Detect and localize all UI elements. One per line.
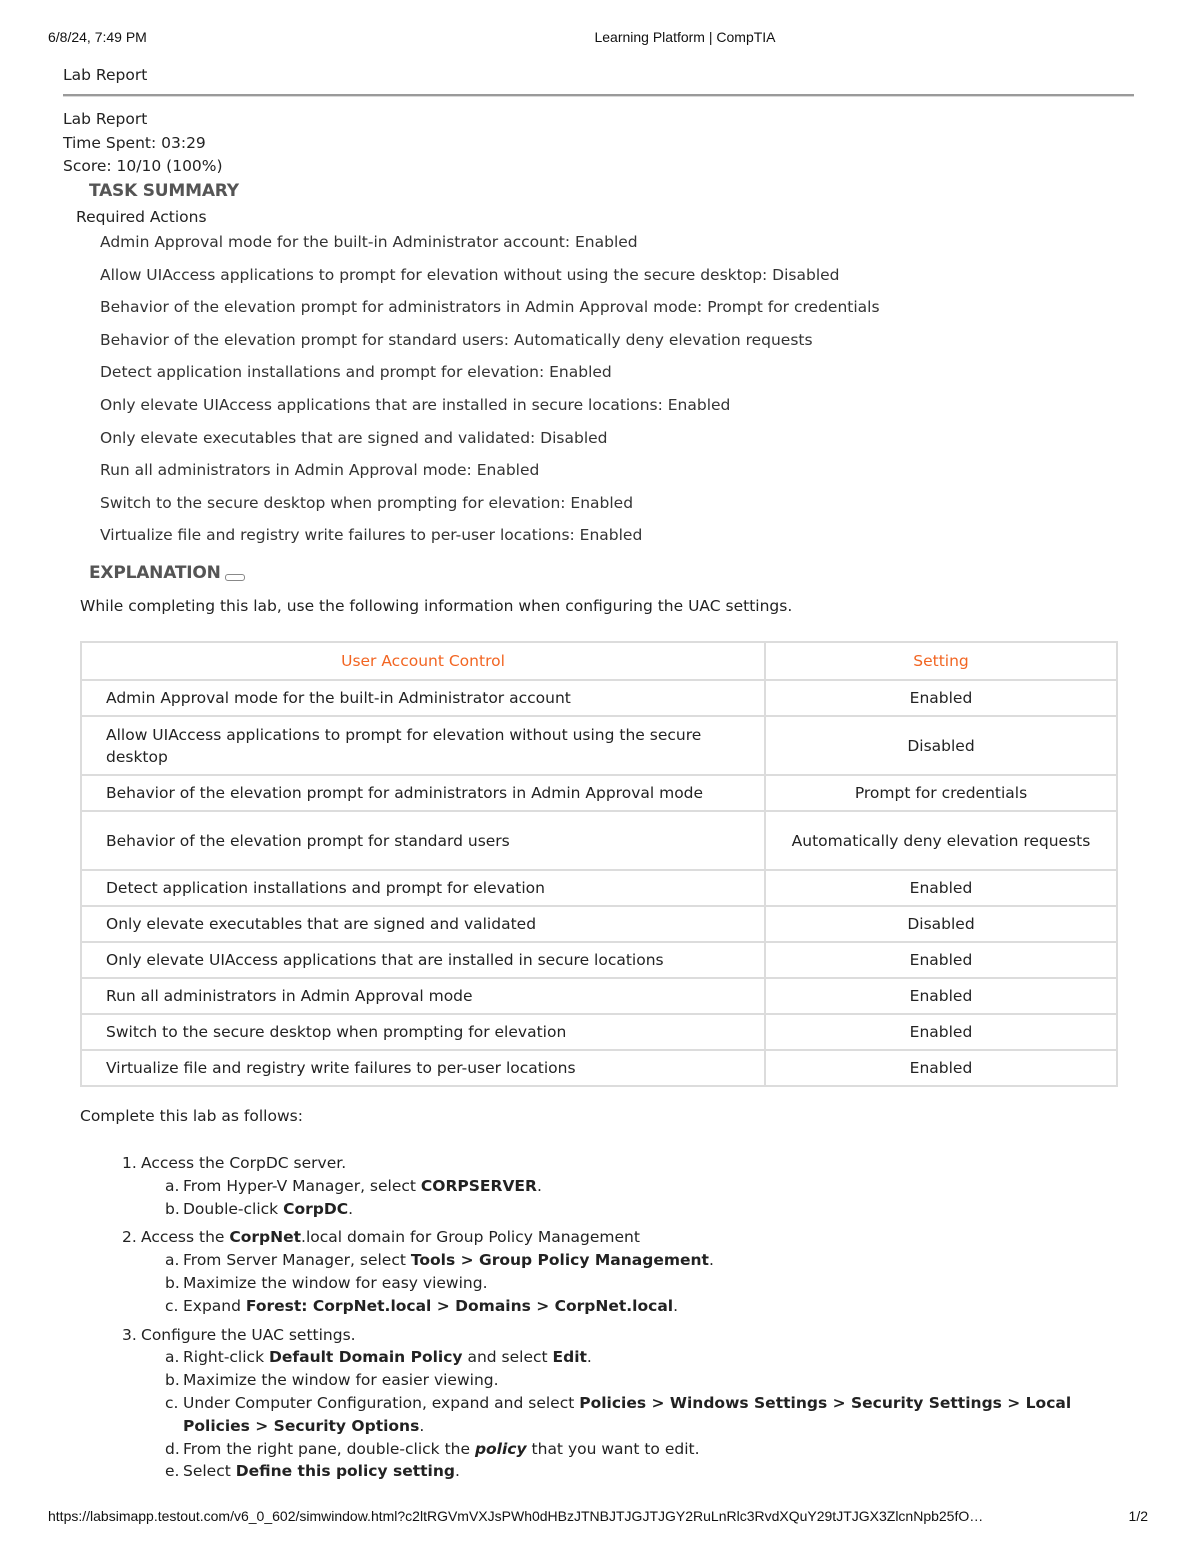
task-summary-heading: TASK SUMMARY [89, 181, 239, 201]
table-row [81, 1014, 1117, 1050]
setting-cell: Enabled [765, 870, 1117, 906]
list-item: a. From Hyper-V Manager, select CORPSERVER. [165, 1176, 542, 1195]
substeps [122, 1175, 1112, 1221]
list-item: Behavior of the elevation prompt for standard users: Automatically deny elevation requests [100, 330, 813, 349]
policy-cell: Allow UIAccess applications to prompt for elevation without using the secure desktop [81, 716, 765, 775]
report-meta [63, 108, 223, 179]
setting-cell: Enabled [765, 978, 1117, 1014]
setting-cell: Enabled [765, 1014, 1117, 1050]
policy-cell: Behavior of the elevation prompt for standard users [81, 811, 765, 870]
list-item: Run all administrators in Admin Approval mode: Enabled [100, 461, 540, 480]
setting-cell: Enabled [765, 680, 1117, 716]
list-item: Admin Approval mode for the built-in Administrator account: Enabled [100, 233, 638, 251]
substeps [122, 1346, 1112, 1483]
policy-cell: Switch to the secure desktop when prompting for elevation [81, 1014, 765, 1050]
list-item: b. Maximize the window for easier viewing. [165, 1371, 499, 1390]
uac-settings-table [80, 641, 1118, 1087]
table-row [81, 906, 1117, 942]
required-actions-list [100, 231, 880, 557]
table-row [81, 978, 1117, 1014]
table-row [81, 870, 1117, 906]
list-item: b. Double-click CorpDC. [165, 1199, 354, 1218]
print-footer [0, 1508, 1200, 1526]
required-actions-label: Required Actions [76, 208, 207, 226]
column-header-setting: Setting [765, 642, 1117, 680]
substeps [122, 1249, 1112, 1317]
list-item: e. Select Define this policy setting. [165, 1462, 460, 1481]
lab-report-tab[interactable]: Lab Report [63, 66, 148, 84]
page-url[interactable]: https://labsimapp.testout.com/v6_0_602/simwindow.html?c2ltRGVmVXJsPWh0dHBzJTNBJTJGJTJGY2RuLnRlc3RvdXQuY29tJTJGX3ZlcnNpb25fO… [48, 1508, 984, 1524]
setting-cell: Prompt for credentials [765, 775, 1117, 811]
table-row [81, 775, 1117, 811]
steps-list [122, 1152, 1112, 1489]
list-item: Switch to the secure desktop when prompting for elevation: Enabled [100, 493, 634, 512]
policy-cell: Run all administrators in Admin Approval mode [81, 978, 765, 1014]
step-number: 3. [122, 1325, 137, 1344]
explanation-heading: EXPLANATION [89, 563, 221, 583]
print-header [0, 29, 1200, 47]
policy-cell: Detect application installations and prompt for elevation [81, 870, 765, 906]
table-header-row [81, 642, 1117, 680]
explanation-intro: While completing this lab, use the following information when configuring the UAC settings. [80, 597, 793, 615]
table-row [81, 680, 1117, 716]
report-title: Lab Report [63, 110, 148, 128]
list-item: Only elevate UIAccess applications that are installed in secure locations: Enabled [100, 395, 731, 414]
tab-divider [63, 94, 1134, 97]
step-text: Configure the UAC settings. [141, 1325, 356, 1344]
list-item: d. From the right pane, double-click the policy that you want to edit. [165, 1439, 700, 1458]
list-item: Detect application installations and prompt for elevation: Enabled [100, 363, 612, 382]
setting-cell: Enabled [765, 1050, 1117, 1086]
table-row [81, 1050, 1117, 1086]
print-site-title: Learning Platform | CompTIA [594, 29, 776, 45]
step-number: 2. [122, 1228, 137, 1247]
table-row [81, 811, 1117, 870]
print-datetime: 6/8/24, 7:49 PM [48, 29, 147, 45]
policy-cell: Behavior of the elevation prompt for administrators in Admin Approval mode [81, 775, 765, 811]
score: Score: 10/10 (100%) [63, 157, 223, 175]
list-item: Allow UIAccess applications to prompt for elevation without using the secure desktop: Disabled [100, 265, 840, 284]
setting-cell: Enabled [765, 942, 1117, 978]
policy-cell: Only elevate UIAccess applications that are installed in secure locations [81, 942, 765, 978]
collapse-toggle-icon[interactable] [225, 574, 245, 581]
list-item: a. From Server Manager, select Tools > Group Policy Management. [165, 1251, 714, 1270]
table-row [81, 942, 1117, 978]
explanation-heading-row [89, 563, 245, 583]
list-item: c. Expand Forest: CorpNet.local > Domains > CorpNet.local. [165, 1296, 679, 1315]
policy-cell: Virtualize file and registry write failures to per-user locations [81, 1050, 765, 1086]
list-item: b. Maximize the window for easy viewing. [165, 1273, 488, 1292]
list-item: Only elevate executables that are signed and validated: Disabled [100, 428, 608, 447]
policy-cell: Admin Approval mode for the built-in Administrator account [81, 680, 765, 716]
setting-cell: Disabled [765, 716, 1117, 775]
list-item: Virtualize file and registry write failures to per-user locations: Enabled [100, 526, 643, 545]
step-text: Access the CorpDC server. [141, 1154, 347, 1172]
list-item: a. Right-click Default Domain Policy and select Edit. [165, 1348, 592, 1367]
setting-cell: Disabled [765, 906, 1117, 942]
step-1 [122, 1152, 1112, 1220]
setting-cell: Automatically deny elevation requests [765, 811, 1117, 870]
page-number: 1/2 [1128, 1508, 1148, 1524]
table-row [81, 716, 1117, 775]
step-number: 1. [122, 1154, 137, 1172]
list-item: Behavior of the elevation prompt for administrators in Admin Approval mode: Prompt for credentials [100, 298, 880, 317]
list-item: c. Under Computer Configuration, expand and select Policies > Windows Settings > Security Settings > Local Policies > Security Options. [165, 1393, 1072, 1435]
step-2: 2. Access the CorpNet.local domain for Group Policy Management a. From Server Manager, select Tools > Group Policy Management. b. Maximize the window for easy viewing. c. Expand Forest: CorpNet.local > Domains > CorpNet.local. [122, 1226, 1112, 1317]
step-3 [122, 1324, 1112, 1484]
steps-intro: Complete this lab as follows: [80, 1107, 303, 1125]
policy-cell: Only elevate executables that are signed and validated [81, 906, 765, 942]
time-spent: Time Spent: 03:29 [63, 133, 206, 152]
column-header-uac: User Account Control [81, 642, 765, 680]
